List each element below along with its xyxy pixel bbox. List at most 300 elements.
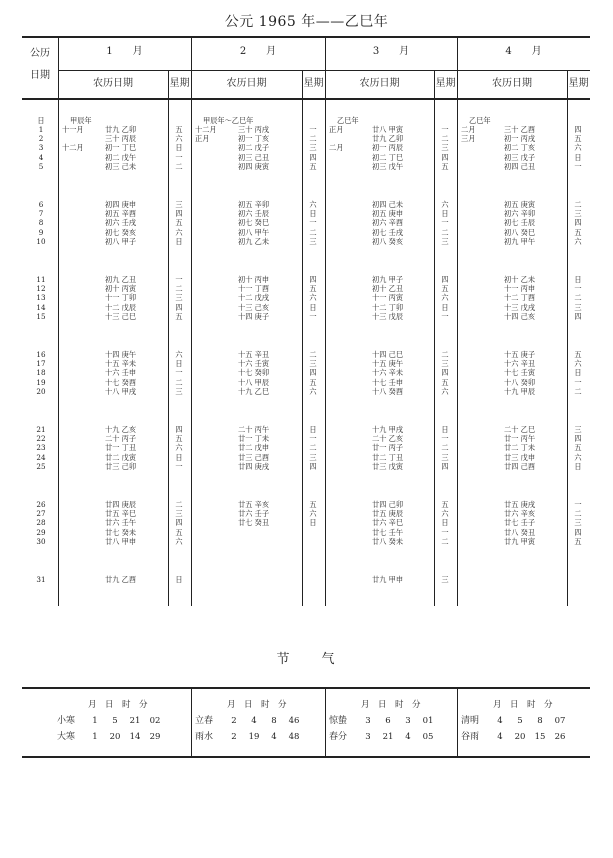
lunar-day-cell: 十七 壬申: [372, 377, 404, 387]
lunar-day-cell: 廿二 丁未: [504, 443, 536, 453]
weekday-cell: 六: [441, 386, 449, 396]
weekday-cell: 日: [574, 461, 582, 471]
weekday-cell: 日: [441, 302, 449, 312]
lunar-year-label: 甲辰年: [70, 116, 92, 125]
jieqi-h: 3: [405, 716, 411, 726]
lunar-day-cell: 廿四 己卯: [372, 500, 404, 509]
col-divider-1: [58, 36, 59, 606]
lunar-day-cell: 廿八 甲寅: [372, 125, 404, 134]
weekday-cell: 三: [309, 236, 317, 246]
weekday-cell: 六: [441, 200, 449, 209]
header-bottom-rule: [22, 98, 590, 100]
month-header-2: 2 月: [239, 46, 277, 57]
lunar-day-cell: 初五 庚寅: [504, 200, 536, 209]
jieqi-name: 谷雨: [461, 732, 480, 742]
weekday-cell: 一: [441, 311, 449, 321]
weekday-cell: 四: [175, 518, 183, 528]
lunar-day-cell: 十六 壬申: [105, 368, 137, 378]
month-header-4: 4 月: [505, 46, 542, 57]
lunar-day-cell: 廿六 壬午: [105, 518, 137, 528]
day-label: 日: [37, 116, 45, 125]
lunar-day-cell: 初六 辛卯: [504, 209, 536, 219]
weekday-cell: 一: [441, 527, 449, 537]
weekday-cell: 二: [309, 134, 317, 144]
weekday-cell: 三: [574, 425, 582, 434]
day-number: 16: [36, 350, 46, 359]
weekday-cell: 四: [574, 125, 582, 134]
lunar-day-cell: 十二 戊辰: [105, 302, 137, 312]
lunar-day-cell: 二十 丙子: [105, 434, 137, 444]
weekday-cell: 三: [441, 452, 449, 462]
weekday-cell: 二: [574, 293, 582, 303]
weekday-cell: 五: [175, 527, 183, 537]
lunar-day-cell: 十二 戊戌: [238, 293, 270, 303]
weekday-cell: 二: [175, 500, 183, 509]
lunar-day-cell: 十九 甲辰: [504, 386, 536, 396]
lunar-day-cell: 廿四 庚戌: [238, 461, 270, 471]
day-number: 28: [36, 518, 46, 528]
lunar-day-cell: 初七 癸亥: [105, 227, 137, 237]
jieqi-divider-3: [457, 688, 458, 756]
weekday-cell: 五: [175, 218, 183, 228]
lunar-day-cell: 廿三 戊寅: [372, 461, 404, 471]
weekday-cell: 六: [175, 350, 183, 359]
lunar-day-cell: 初六 壬辰: [238, 209, 270, 219]
weekday-cell: 四: [175, 302, 183, 312]
weekday-cell: 四: [309, 461, 317, 471]
day-number: 6: [38, 200, 44, 209]
weekday-cell: 日: [441, 518, 449, 528]
lunar-day-cell: 十三 己巳: [105, 311, 137, 321]
weekday-cell: 一: [441, 218, 449, 228]
jieqi-d: 21: [382, 732, 394, 742]
lunar-day-cell: 初九 甲午: [504, 236, 536, 246]
jieqi-m: 4: [497, 732, 503, 742]
weekday-cell: 三: [175, 509, 183, 519]
lunar-day-cell: 初四 庚申: [105, 200, 137, 209]
lunar-day-cell: 十一 丁酉: [238, 284, 270, 294]
lunar-day-cell: 初三 戊午: [372, 161, 404, 171]
lunar-day-cell: 初二 丁巳: [372, 152, 404, 162]
lunar-day-cell: 初十 乙未: [504, 275, 536, 284]
lunar-day-cell: 廿五 庚辰: [372, 509, 404, 519]
lunar-day-cell: 十五 庚午: [372, 359, 404, 369]
lunar-day-cell: 廿八 癸未: [372, 536, 404, 546]
weekday-cell: 一: [441, 125, 449, 134]
lunar-day-cell: 廿九 乙卯: [372, 134, 404, 144]
day-number: 2: [38, 134, 44, 144]
lunar-day-cell: 初四 庚寅: [238, 161, 270, 171]
col-divider-3: [325, 36, 326, 606]
weekday-divider-1: [168, 71, 169, 606]
day-number: 5: [38, 161, 44, 171]
weekday-cell: 三: [175, 386, 183, 396]
jieqi-d: 5: [517, 716, 523, 726]
day-number: 4: [38, 152, 44, 162]
weekday-cell: 二: [175, 161, 183, 171]
weekday-cell: 三: [441, 236, 449, 246]
weekday-cell: 三: [574, 518, 582, 528]
weekday-cell: 三: [175, 200, 183, 209]
lunar-day-cell: 廿二 戊寅: [105, 452, 137, 462]
weekday-cell: 五: [574, 536, 582, 546]
lunar-day-cell: 十七 癸酉: [105, 377, 137, 387]
jieqi-name: 立春: [195, 716, 214, 726]
weekday-cell: 五: [574, 443, 582, 453]
nongli-header-1: 农历日期: [93, 78, 133, 89]
day-number: 20: [36, 386, 46, 396]
weekday-cell: 日: [441, 425, 449, 434]
weekday-cell: 五: [309, 284, 317, 294]
jieqi-name: 雨水: [195, 732, 214, 742]
jieqi-min: 05: [422, 732, 434, 742]
lunar-day-cell: 初七 壬戌: [372, 227, 404, 237]
lunar-day-cell: 初四 己丑: [504, 161, 536, 171]
weekday-divider-3: [434, 71, 435, 606]
day-number: 24: [36, 452, 46, 462]
weekday-cell: 六: [175, 227, 183, 237]
jieqi-min: 26: [554, 732, 566, 742]
jieqi-m: 1: [92, 716, 98, 726]
jieqi-col-headers: 月 日 时 分: [88, 700, 148, 710]
weekday-cell: 五: [574, 134, 582, 144]
weekday-cell: 日: [309, 209, 317, 219]
jieqi-h: 14: [129, 732, 141, 742]
lunar-day-cell: 廿九 甲寅: [504, 536, 536, 546]
jieqi-name: 大寒: [57, 732, 76, 742]
lunar-day-cell: 初十 乙丑: [372, 284, 404, 294]
lunar-day-cell: 初五 辛酉: [105, 209, 137, 219]
weekday-cell: 四: [441, 368, 449, 378]
lunar-day-cell: 初一 丁亥: [238, 134, 270, 144]
lunar-day-cell: 初一 丙戌: [504, 134, 536, 144]
lunar-day-cell: 廿五 庚戌: [504, 500, 536, 509]
lunar-day-cell: 廿八 癸丑: [504, 527, 536, 537]
lunar-day-cell: 初八 甲午: [238, 227, 270, 237]
lunar-day-cell: 廿四 己酉: [504, 461, 536, 471]
day-number: 14: [36, 302, 46, 312]
lunar-day-cell: 三十 丙辰: [105, 134, 137, 144]
weekday-cell: 六: [309, 200, 317, 209]
lunar-month-mark: 十二月: [195, 125, 217, 134]
lunar-day-cell: 十一 丙申: [504, 284, 536, 294]
weekday-cell: 五: [309, 377, 317, 387]
jieqi-name: 清明: [461, 716, 480, 726]
lunar-day-cell: 廿六 壬子: [238, 509, 270, 519]
weekday-cell: 二: [175, 284, 183, 294]
weekday-cell: 日: [175, 236, 183, 246]
weekday-cell: 一: [175, 368, 183, 378]
lunar-day-cell: 初八 癸巳: [504, 227, 536, 237]
day-number: 25: [36, 461, 46, 471]
lunar-day-cell: 廿二 戊申: [238, 443, 270, 453]
lunar-month-mark: 二月: [461, 125, 476, 134]
weekday-cell: 六: [175, 443, 183, 453]
weekday-cell: 日: [175, 143, 183, 153]
lunar-day-cell: 初六 壬戌: [105, 218, 137, 228]
jieqi-h: 8: [271, 716, 277, 726]
weekday-cell: 日: [175, 359, 183, 369]
lunar-day-cell: 十七 癸卯: [238, 368, 270, 378]
jieqi-name: 春分: [329, 732, 348, 742]
table-top-rule: [22, 36, 590, 38]
lunar-day-cell: 初三 戊子: [504, 152, 536, 162]
jieqi-name: 惊蛰: [329, 716, 348, 726]
weekday-cell: 六: [441, 509, 449, 519]
nongli-header-3: 农历日期: [359, 78, 400, 89]
jieqi-m: 4: [497, 716, 503, 726]
lunar-day-cell: 廿五 辛亥: [238, 500, 270, 509]
day-number: 26: [36, 500, 46, 509]
jieqi-m: 2: [231, 732, 237, 742]
lunar-day-cell: 廿九 甲申: [372, 575, 404, 584]
lunar-day-cell: 十八 癸酉: [372, 386, 404, 396]
weekday-cell: 四: [175, 209, 183, 219]
lunar-day-cell: 廿三 戊申: [504, 452, 536, 462]
weekday-cell: 二: [441, 536, 449, 546]
jieqi-m: 2: [231, 716, 237, 726]
weekday-cell: 六: [309, 509, 317, 519]
weekday-cell: 五: [175, 125, 183, 134]
lunar-day-cell: 初三 己未: [105, 161, 137, 171]
lunar-day-cell: 十三 戊辰: [372, 311, 404, 321]
weekday-cell: 四: [441, 461, 449, 471]
weekday-cell: 一: [309, 434, 317, 444]
col-divider-2: [191, 36, 192, 606]
lunar-day-cell: 二十 丙午: [238, 425, 270, 434]
weekday-cell: 日: [574, 368, 582, 378]
day-number: 30: [36, 536, 46, 546]
nongli-header-4: 农历日期: [492, 78, 532, 89]
xingqi-header-4: 星期: [568, 78, 589, 89]
lunar-day-cell: 初九 甲子: [372, 275, 404, 284]
weekday-cell: 六: [574, 452, 582, 462]
weekday-cell: 日: [309, 302, 317, 312]
weekday-cell: 四: [574, 311, 582, 321]
lunar-day-cell: 初七 癸巳: [238, 218, 270, 228]
lunar-day-cell: 三十 丙戌: [238, 125, 270, 134]
lunar-day-cell: 廿八 甲申: [105, 536, 137, 546]
lunar-day-cell: 初一 丁巳: [105, 143, 137, 153]
lunar-day-cell: 初六 辛酉: [372, 218, 404, 228]
weekday-cell: 三: [574, 209, 582, 219]
lunar-day-cell: 初二 丁亥: [504, 143, 536, 153]
lunar-day-cell: 廿四 庚辰: [105, 500, 137, 509]
weekday-cell: 六: [574, 236, 582, 246]
day-number: 11: [36, 275, 46, 284]
day-number: 7: [38, 209, 44, 219]
weekday-cell: 一: [175, 461, 183, 471]
lunar-month-mark: 十一月: [62, 125, 84, 134]
lunar-day-cell: 廿三 己酉: [238, 452, 270, 462]
jieqi-col-headers: 月 日 时 分: [493, 700, 553, 710]
weekday-cell: 六: [574, 359, 582, 369]
lunar-day-cell: 初三 己丑: [238, 152, 270, 162]
weekday-cell: 日: [175, 452, 183, 462]
weekday-cell: 四: [574, 434, 582, 444]
weekday-cell: 三: [574, 302, 582, 312]
lunar-day-cell: 十一 丙寅: [372, 293, 404, 303]
jieqi-min: 07: [554, 716, 566, 726]
weekday-cell: 三: [309, 143, 317, 153]
lunar-day-cell: 廿七 癸丑: [238, 518, 270, 528]
weekday-cell: 二: [441, 134, 449, 144]
day-number: 19: [36, 377, 46, 387]
jieqi-bottom-rule: [22, 756, 590, 758]
lunar-day-cell: 廿一 丁未: [238, 434, 270, 444]
lunar-year-label: 乙巳年: [337, 116, 359, 125]
weekday-cell: 一: [574, 377, 582, 387]
day-number: 12: [36, 284, 46, 294]
col-divider-4: [457, 36, 458, 606]
weekday-cell: 日: [175, 575, 183, 584]
weekday-cell: 五: [441, 377, 449, 387]
day-number: 9: [38, 227, 44, 237]
jieqi-divider-2: [325, 688, 326, 756]
weekday-cell: 日: [574, 275, 582, 284]
weekday-cell: 日: [441, 209, 449, 219]
lunar-day-cell: 廿九 乙酉: [105, 575, 137, 584]
weekday-cell: 一: [574, 284, 582, 294]
jieqi-m: 3: [365, 716, 371, 726]
lunar-day-cell: 初八 癸亥: [372, 236, 404, 246]
jieqi-name: 小寒: [57, 716, 76, 726]
jieqi-d: 4: [251, 716, 257, 726]
weekday-cell: 六: [574, 143, 582, 153]
weekday-cell: 二: [309, 350, 317, 359]
lunar-day-cell: 初十 丙寅: [105, 284, 137, 294]
jieqi-d: 20: [109, 732, 121, 742]
lunar-day-cell: 十九 甲戌: [372, 425, 404, 434]
xingqi-header-3: 星期: [435, 78, 456, 89]
weekday-cell: 一: [309, 218, 317, 228]
nongli-header-2: 农历日期: [226, 78, 267, 89]
weekday-cell: 四: [309, 368, 317, 378]
weekday-cell: 四: [175, 425, 183, 434]
lunar-day-cell: 十五 辛丑: [238, 350, 270, 359]
weekday-cell: 一: [441, 434, 449, 444]
day-number: 1: [38, 125, 44, 134]
lunar-day-cell: 十四 庚子: [238, 311, 270, 321]
jieqi-min: 48: [288, 732, 300, 742]
weekday-cell: 五: [441, 500, 449, 509]
weekday-cell: 一: [309, 311, 317, 321]
gongli-label: 公历: [30, 48, 50, 59]
lunar-day-cell: 十四 庚午: [105, 350, 137, 359]
lunar-day-cell: 廿三 己卯: [105, 461, 137, 471]
lunar-day-cell: 十六 壬寅: [238, 359, 270, 369]
jieqi-divider-1: [191, 688, 192, 756]
weekday-divider-2: [302, 71, 303, 606]
lunar-day-cell: 廿五 辛巳: [105, 509, 137, 519]
lunar-day-cell: 三十 乙酉: [504, 125, 536, 134]
lunar-day-cell: 十七 壬寅: [504, 368, 536, 378]
jieqi-min: 02: [149, 716, 161, 726]
weekday-cell: 二: [574, 200, 582, 209]
day-number: 27: [36, 509, 46, 519]
lunar-day-cell: 廿七 癸未: [105, 527, 137, 537]
lunar-month-mark: 正月: [195, 134, 210, 144]
weekday-cell: 二: [441, 227, 449, 237]
weekday-cell: 一: [309, 125, 317, 134]
lunar-day-cell: 初八 甲子: [105, 236, 137, 246]
weekday-cell: 五: [574, 227, 582, 237]
weekday-cell: 三: [175, 293, 183, 303]
weekday-cell: 日: [309, 518, 317, 528]
weekday-cell: 四: [309, 275, 317, 284]
lunar-day-cell: 十九 乙巳: [238, 386, 270, 396]
lunar-day-cell: 廿二 丁丑: [372, 452, 404, 462]
weekday-cell: 一: [175, 152, 183, 162]
weekday-cell: 二: [441, 350, 449, 359]
lunar-day-cell: 初九 乙丑: [105, 275, 137, 284]
day-number: 15: [36, 311, 46, 321]
lunar-day-cell: 初五 庚申: [372, 209, 404, 219]
jieqi-title: 节 气: [276, 652, 337, 667]
lunar-day-cell: 二十 乙巳: [504, 425, 536, 434]
weekday-cell: 五: [309, 161, 317, 171]
lunar-day-cell: 十四 己巳: [372, 350, 404, 359]
day-number: 13: [36, 293, 46, 303]
lunar-year-label: 甲辰年～乙巳年: [203, 116, 254, 125]
lunar-day-cell: 初十 丙申: [238, 275, 270, 284]
weekday-cell: 三: [309, 359, 317, 369]
xingqi-header-1: 星期: [169, 78, 190, 89]
jieqi-h: 4: [405, 732, 411, 742]
lunar-day-cell: 初九 乙未: [238, 236, 270, 246]
weekday-cell: 六: [309, 386, 317, 396]
day-number: 29: [36, 527, 46, 537]
jieqi-min: 01: [422, 716, 434, 726]
jieqi-h: 8: [537, 716, 543, 726]
weekday-cell: 三: [441, 575, 449, 584]
month-header-1: 1 月: [106, 46, 143, 57]
weekday-cell: 二: [441, 443, 449, 453]
jieqi-min: 46: [288, 716, 300, 726]
lunar-day-cell: 十三 己亥: [238, 302, 270, 312]
weekday-cell: 四: [441, 275, 449, 284]
weekday-cell: 五: [574, 350, 582, 359]
weekday-cell: 日: [574, 152, 582, 162]
weekday-cell: 一: [574, 161, 582, 171]
xingqi-header-2: 星期: [303, 78, 324, 89]
lunar-day-cell: 十四 己亥: [504, 311, 536, 321]
lunar-day-cell: 初一 丙辰: [372, 143, 404, 153]
header-mid-rule: [58, 70, 590, 71]
lunar-day-cell: 廿六 辛巳: [372, 518, 404, 528]
jieqi-m: 1: [92, 732, 98, 742]
lunar-month-mark: 十二月: [62, 143, 84, 153]
lunar-day-cell: 廿六 辛亥: [504, 509, 536, 519]
weekday-cell: 六: [441, 293, 449, 303]
riqi-label: 日期: [30, 70, 50, 81]
lunar-day-cell: 十五 辛未: [105, 359, 137, 369]
weekday-cell: 二: [309, 227, 317, 237]
lunar-day-cell: 十三 戊戌: [504, 302, 536, 312]
weekday-divider-4: [567, 71, 568, 606]
lunar-day-cell: 初五 辛卯: [238, 200, 270, 209]
day-number: 18: [36, 368, 46, 378]
page-title: 公元 1965 年——乙巳年: [224, 14, 389, 30]
lunar-day-cell: 初四 己未: [372, 200, 404, 209]
lunar-month-mark: 三月: [461, 134, 476, 144]
lunar-day-cell: 十八 甲辰: [238, 377, 270, 387]
lunar-day-cell: 十二 丁酉: [504, 293, 536, 303]
jieqi-d: 20: [514, 732, 526, 742]
day-number: 21: [36, 425, 46, 434]
weekday-cell: 四: [574, 527, 582, 537]
jieqi-h: 21: [129, 716, 141, 726]
